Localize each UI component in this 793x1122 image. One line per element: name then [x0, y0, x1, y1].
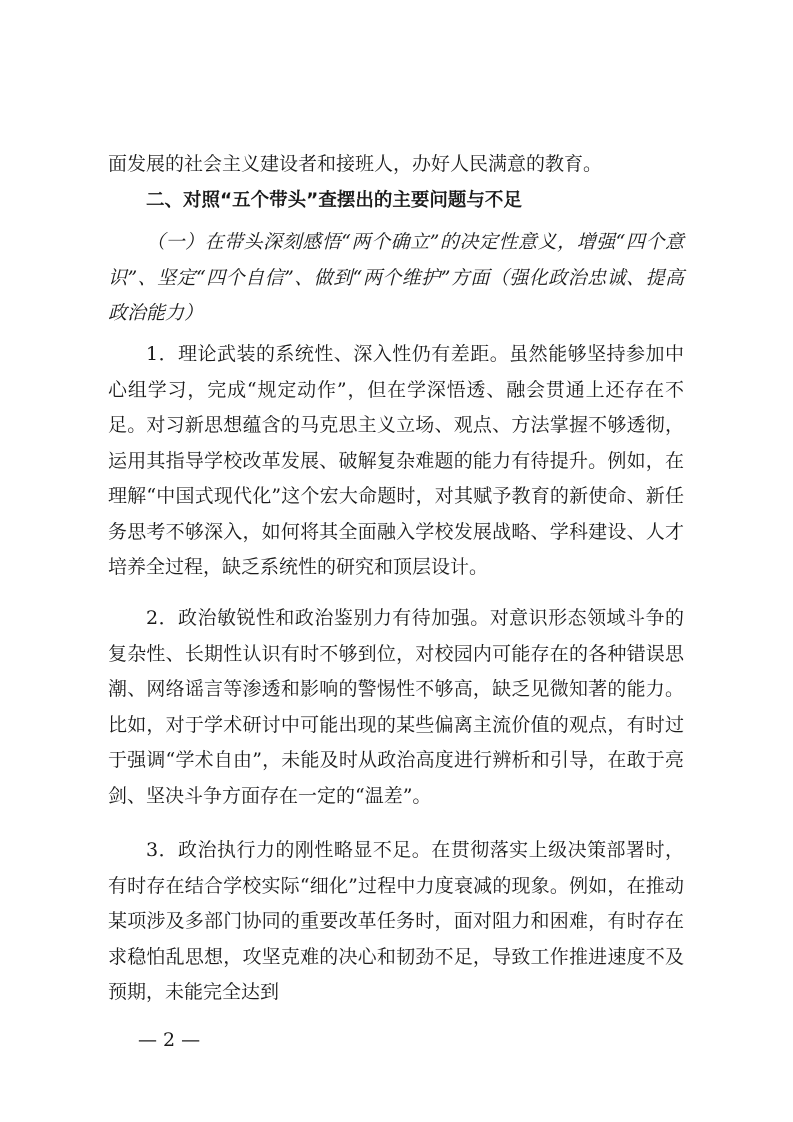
page-number: — 2 — [138, 1029, 201, 1051]
continuation-paragraph: 面发展的社会主义建设者和接班人，办好人民满意的教育。 [108, 153, 603, 175]
item-paragraph-2: 2．政治敏锐性和政治鉴别力有待加强。对意识形态领域斗争的复杂性、长期性认识有时不够到位，对校园内可能存在的各种错误思潮、网络谣言等渗透和影响的警惕性不够高，缺乏见微知著的能力。比如，对于学术研讨中可能出现的某些偏离主流价值的观点，有时过于强调“学术自由”，未能及时从政治高度进行辨析和引导，在敢于亮剑、坚决斗争方面存在一定的“温差”。 [108, 607, 684, 807]
sub-heading: （一）在带头深刻感悟“两个确立”的决定性意义，增强“四个意识”、坚定“四个自信”、做到“两个维护”方面（强化政治忠诚、提高政治能力） [108, 231, 684, 324]
item-paragraph-1: 1．理论武装的系统性、深入性仍有差距。虽然能够坚持参加中心组学习，完成“规定动作”，但在学深悟透、融会贯通上还存在不足。对习新思想蕴含的马克思主义立场、观点、方法掌握不够透彻，运用其指导学校改革发展、破解复杂难题的能力有待提升。例如，在理解“中国式现代化”这个宏大命题时，对其赋予教育的新使命、新任务思考不够深入，如何将其全面融入学校发展战略、学科建设、人才培养全过程，缺乏系统性的研究和顶层设计。 [108, 343, 684, 578]
section-heading: 二、对照“五个带头”查摆出的主要问题与不足 [146, 190, 522, 211]
item-paragraph-3: 3．政治执行力的刚性略显不足。在贯彻落实上级决策部署时，有时存在结合学校实际“细化”过程中力度衰减的现象。例如，在推动某项涉及多部门协同的重要改革任务时，面对阻力和困难，有时存在求稳怕乱思想，攻坚克难的决心和韧劲不足，导致工作推进速度不及预期，未能完全达到 [108, 839, 684, 1003]
